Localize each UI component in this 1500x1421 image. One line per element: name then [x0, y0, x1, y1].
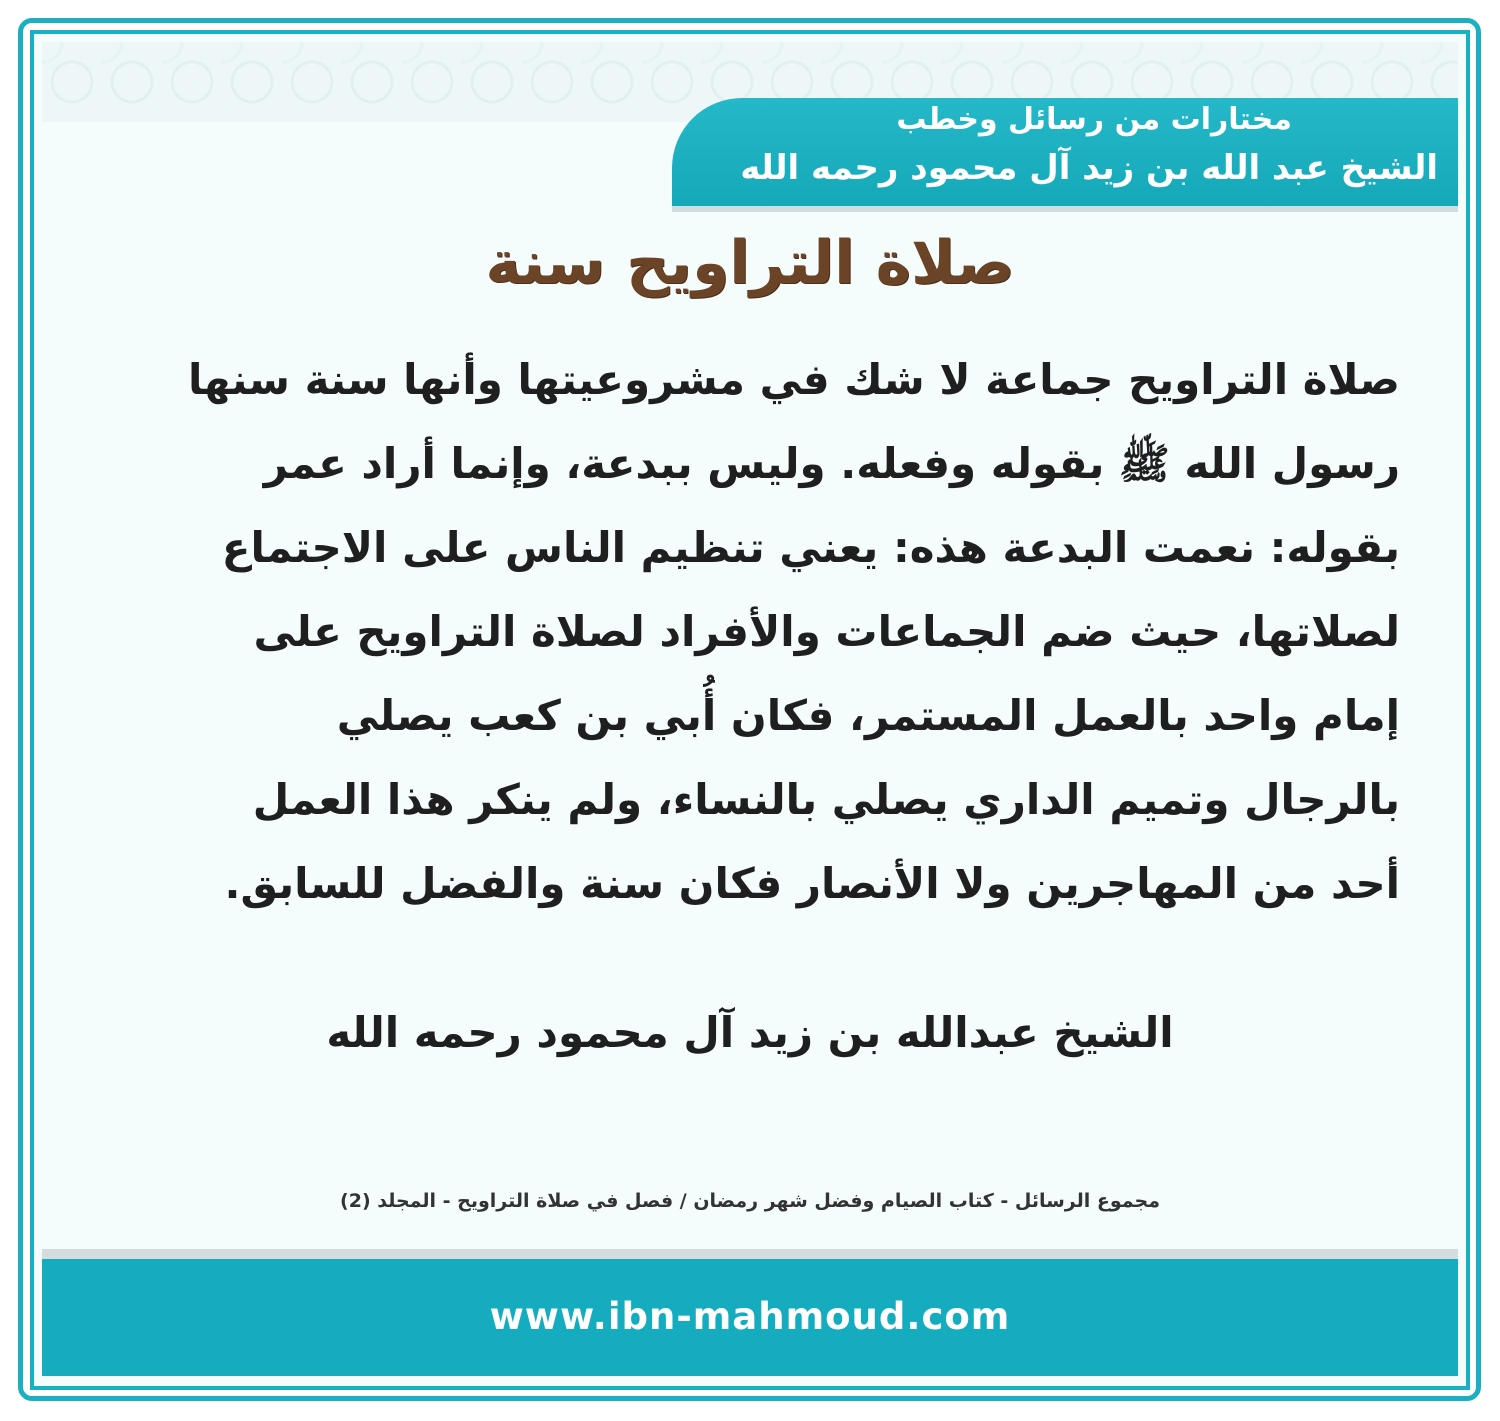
body-line: بالرجال وتميم الداري يصلي بالنساء، ولم ينكر هذا العمل [252, 775, 1400, 824]
body-line: رسول الله ﷺ بقوله وفعله. وليس ببدعة، وإنما أراد عمر [263, 439, 1400, 488]
body-line: بقوله: نعمت البدعة هذه: يعني تنظيم الناس على الاجتماع [221, 523, 1400, 572]
body-line: إمام واحد بالعمل المستمر، فكان أُبي بن كعب يصلي [336, 691, 1400, 740]
body-line: لصلاتها، حيث ضم الجماعات والأفراد لصلاة التراويح على [253, 607, 1400, 656]
footer-bar [42, 1259, 1458, 1376]
author-signature: الشيخ عبدالله بن زيد آل محمود رحمه الله [326, 1008, 1174, 1057]
header-series-title: مختارات من رسائل وخطب [896, 102, 1292, 137]
body-line: صلاة التراويح جماعة لا شك في مشروعيتها وأنها سنة سنها [188, 355, 1400, 404]
website-link[interactable]: www.ibn-mahmoud.com [489, 1295, 1011, 1338]
header-author: الشيخ عبد الله بن زيد آل محمود رحمه الله [740, 148, 1438, 188]
source-citation: مجموع الرسائل - كتاب الصيام وفضل شهر رمضان / فصل في صلاة التراويح - المجلد (2) [340, 1190, 1160, 1212]
page-title: صلاة التراويح سنة [485, 228, 1015, 298]
header-banner [672, 98, 1458, 206]
footer-divider [42, 1249, 1458, 1259]
body-paragraph [110, 338, 1400, 926]
body-line: أحد من المهاجرين ولا الأنصار فكان سنة والفضل للسابق. [224, 859, 1400, 908]
